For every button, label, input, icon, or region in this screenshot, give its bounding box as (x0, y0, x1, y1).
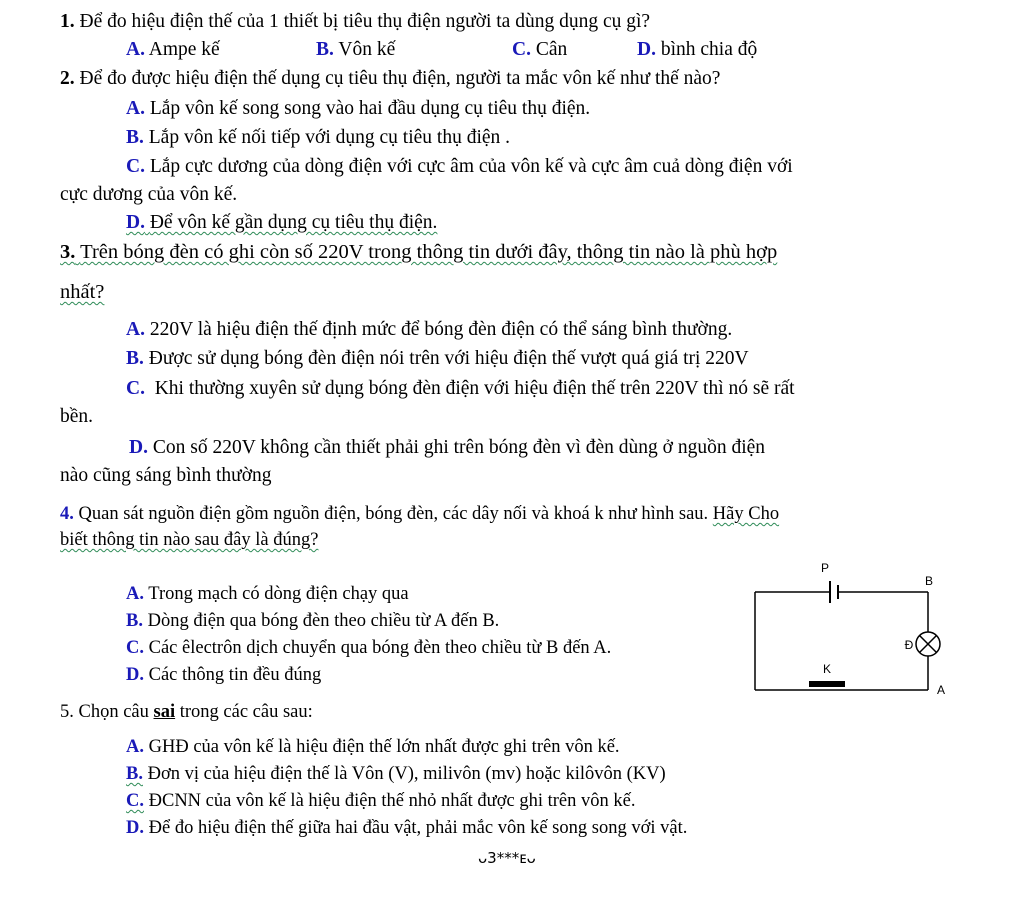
q3-option-d-label: D. (129, 437, 148, 458)
q1-option-d (637, 38, 757, 62)
q4-text-line2: biết thông tin nào sau đây là đúng? (60, 530, 319, 550)
q2-option-a (126, 97, 590, 121)
q4-number: 4. (60, 504, 74, 524)
q3-option-a (126, 318, 732, 342)
q4-option-d-text: Các thông tin đều đúng (148, 665, 322, 685)
q4-option-c-label: C. (126, 638, 144, 658)
q2-stem (60, 67, 720, 91)
switch-k-icon (809, 681, 845, 687)
q1-stem (60, 10, 650, 34)
q5-option-a (126, 735, 620, 759)
q2-option-c-label: C. (126, 156, 145, 177)
q5-option-a-label: A. (126, 737, 144, 757)
q3-option-d (129, 436, 765, 460)
label-d: Đ (904, 638, 914, 652)
q2-option-a-text: Lắp vôn kế song song vào hai đầu dụng cụ tiêu thụ điện. (149, 98, 591, 119)
q2-option-d-label: D. (126, 212, 145, 233)
q2-option-d (126, 211, 437, 235)
q1-option-a (126, 38, 220, 62)
q3-option-a-text: 220V là hiệu điện thế định mức để bóng đèn điện có thể sáng bình thường. (149, 319, 733, 340)
q2-option-b-label: B. (126, 127, 144, 148)
q3-option-c-continuation: bền. (60, 406, 94, 427)
q5-option-c-text: ĐCNN của vôn kế là hiệu điện thế nhỏ nhất được ghi trên vôn kế. (148, 791, 636, 811)
q3-number: 3. (60, 241, 76, 263)
q5-text-pre: Chọn câu (78, 702, 149, 722)
q4-option-a-text: Trong mạch có dòng điện chạy qua (148, 584, 409, 604)
q3-text-line1: Trên bóng đèn có ghi còn số 220V trong thông tin dưới đây, thông tin nào là phù hợp (80, 241, 778, 263)
q1-option-a-label: A. (126, 39, 145, 60)
q1-option-c-text: Cân (535, 39, 568, 60)
q2-option-c-continuation: cực dương của vôn kế. (60, 184, 238, 205)
q3-option-d-continuation: nào cũng sáng bình thường (60, 465, 272, 486)
q3-option-c-label: C. (126, 378, 145, 399)
q4-option-d (126, 663, 321, 687)
q4-stem (60, 502, 779, 526)
q2-option-b-text: Lắp vôn kế nối tiếp với dụng cụ tiêu thụ điện . (148, 127, 511, 148)
q4-text-line1: Quan sát nguồn điện gồm nguồn điện, bóng đèn, các dây nối và khoá k như hình sau. (78, 504, 709, 524)
q5-option-d (126, 816, 687, 840)
q3-option-b-text: Được sử dụng bóng đèn điện nói trên với hiệu điện thế vượt quá giá trị 220V (148, 348, 749, 369)
q4-option-a-label: A. (126, 584, 144, 604)
q5-number: 5. (60, 702, 74, 722)
q1-option-d-label: D. (637, 39, 656, 60)
q3-option-c-text: Khi thường xuyên sử dụng bóng đèn điện với hiệu điện thế trên 220V thì nó sẽ rất (154, 378, 795, 399)
q3-option-c (126, 377, 795, 401)
q4-option-a (126, 582, 409, 606)
footer-ornament: ᴗ3***ᴇᴗ (478, 849, 536, 867)
q2-option-c-text: Lắp cực dương của dòng điện với cực âm của vôn kế và cực âm cuả dòng điện với (149, 156, 793, 177)
q5-option-d-text: Để đo hiệu điện thế giữa hai đầu vật, phải mắc vôn kế song song với vật. (148, 818, 688, 838)
q5-option-c (126, 789, 635, 813)
circuit-diagram (745, 555, 960, 705)
q3-option-a-label: A. (126, 319, 145, 340)
q3-text-line2: nhất? (60, 281, 105, 303)
q2-option-c (126, 155, 793, 179)
q5-option-b (126, 762, 666, 786)
q2-number: 2. (60, 68, 75, 89)
q1-option-b-label: B. (316, 39, 334, 60)
q3-option-d-text: Con số 220V không cần thiết phải ghi trên bóng đèn vì đèn dùng ở nguồn điện (152, 437, 766, 458)
q1-option-a-text: Ampe kế (148, 39, 220, 60)
q5-option-b-label: B. (126, 764, 143, 784)
q1-text: Để đo hiệu điện thế của 1 thiết bị tiêu thụ điện người ta dùng dụng cụ gì? (79, 11, 651, 32)
q4-option-c (126, 636, 611, 660)
q2-option-a-label: A. (126, 98, 145, 119)
q1-option-b-text: Vôn kế (338, 39, 396, 60)
q5-option-d-label: D. (126, 818, 144, 838)
q2-option-b (126, 126, 510, 150)
q1-option-d-text: bình chia độ (660, 39, 758, 60)
q5-text-key: sai (153, 702, 176, 722)
label-p: P (820, 561, 830, 575)
q5-option-a-text: GHĐ của vôn kế là hiệu điện thế lớn nhất được ghi trên vôn kế. (148, 737, 620, 757)
q1-option-b (316, 38, 395, 62)
q4-option-b (126, 609, 499, 633)
q5-option-b-text: Đơn vị của hiệu điện thế là Vôn (V), milivôn (mv) hoặc kilôvôn (KV) (147, 764, 666, 784)
q4-option-c-text: Các êlectrôn dịch chuyển qua bóng đèn theo chiều từ B đến A. (148, 638, 612, 658)
q4-option-b-text: Dòng điện qua bóng đèn theo chiều từ A đến B. (147, 611, 500, 631)
q5-option-c-label: C. (126, 791, 144, 811)
q1-number: 1. (60, 11, 75, 32)
label-b: B (924, 574, 934, 588)
q5-text-post: trong các câu sau: (179, 702, 313, 722)
q1-option-c (512, 38, 567, 62)
q4-option-d-label: D. (126, 665, 144, 685)
q3-option-b (126, 347, 749, 371)
q2-text: Để đo được hiệu điện thế dụng cụ tiêu thụ điện, người ta mắc vôn kế như thế nào? (79, 68, 721, 89)
q3-option-b-label: B. (126, 348, 144, 369)
label-a: A (936, 683, 946, 697)
q5-stem (60, 700, 313, 724)
q3-stem (60, 240, 777, 264)
q4-text-line1-end: Hãy Cho (712, 504, 780, 524)
q1-option-c-label: C. (512, 39, 531, 60)
q2-option-d-text: Để vôn kế gần dụng cụ tiêu thụ điện. (149, 212, 438, 233)
q4-option-b-label: B. (126, 611, 143, 631)
label-k: K (822, 662, 832, 676)
